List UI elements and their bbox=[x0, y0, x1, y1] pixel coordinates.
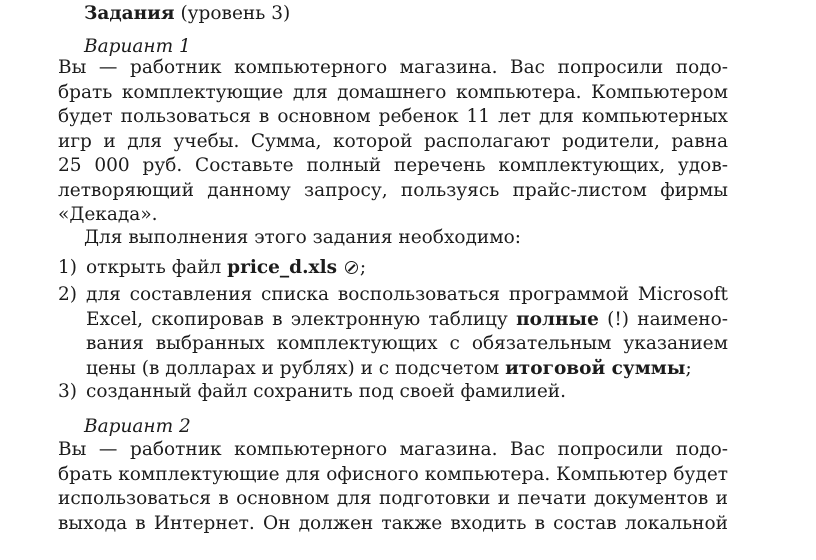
step-body bbox=[86, 256, 728, 281]
paragraph-line: «Декада». bbox=[58, 204, 158, 225]
emphasis-full: полные bbox=[516, 308, 599, 330]
paragraph-line: будет пользоваться в основном ребенок 11 лет для компьютерных bbox=[58, 106, 728, 127]
instructions-intro: Для выполнения этого задания необходимо: bbox=[84, 227, 521, 248]
variant-2-title: Вариант 2 bbox=[84, 416, 191, 437]
paragraph-line: использоваться в основном для подготовки и печати документов и bbox=[58, 488, 728, 509]
step-text: Excel, скопировав в электронную таблицу bbox=[86, 308, 517, 330]
paragraph-line: брать комплектующие для домашнего компьютера. Компьютером bbox=[58, 81, 728, 103]
step-body bbox=[86, 283, 728, 381]
section-heading bbox=[84, 2, 290, 27]
emphasis-total: итоговой суммы bbox=[505, 357, 686, 379]
variant-1-paragraph bbox=[58, 56, 728, 228]
variant-2-paragraph bbox=[58, 438, 728, 536]
filename: price_d.xls bbox=[227, 257, 338, 278]
paragraph-line: игр и для учебы. Сумма, которой располагают родители, равна bbox=[58, 130, 728, 152]
paragraph-line: брать комплектующие для офисного компьютера. Компьютер будет bbox=[58, 463, 728, 485]
step-number: 1) bbox=[58, 257, 77, 278]
variant-1-title: Вариант 1 bbox=[84, 36, 191, 57]
section-heading-level: (уровень 3) bbox=[174, 3, 291, 24]
step-text: открыть файл bbox=[86, 257, 228, 278]
step-body bbox=[86, 380, 728, 405]
step-text: созданный файл сохранить под своей фамилией. bbox=[86, 381, 567, 402]
step-punct: ; bbox=[359, 257, 367, 278]
step-line bbox=[86, 308, 728, 333]
step-line bbox=[86, 357, 728, 382]
step-line: вания выбранных комплектующих с обязательным указанием bbox=[86, 333, 728, 354]
paragraph-line: Вы — работник компьютерного магазина. Вас попросили подо- bbox=[58, 57, 728, 78]
step-number: 3) bbox=[58, 381, 77, 402]
cd-disc-icon bbox=[345, 261, 358, 274]
paragraph-line: летворяющий данному запросу, пользуясь прайс-листом фирмы bbox=[58, 179, 728, 201]
paragraph-line: Вы — работник компьютерного магазина. Вас попросили подо- bbox=[58, 439, 728, 460]
step-text: (!) наимено- bbox=[598, 308, 728, 330]
step-punct: ; bbox=[685, 357, 692, 379]
section-heading-bold: Задания bbox=[84, 3, 175, 24]
step-line: для составления списка воспользоваться программой Microsoft bbox=[86, 284, 728, 305]
paragraph-line: выхода в Интернет. Он должен также входить в состав локальной bbox=[58, 512, 728, 534]
step-text: цены (в долларах и рублях) и с подсчетом bbox=[86, 357, 506, 379]
paragraph-line: 25 000 руб. Составьте полный перечень комплектующих, удов- bbox=[58, 155, 728, 176]
step-number: 2) bbox=[58, 284, 77, 305]
